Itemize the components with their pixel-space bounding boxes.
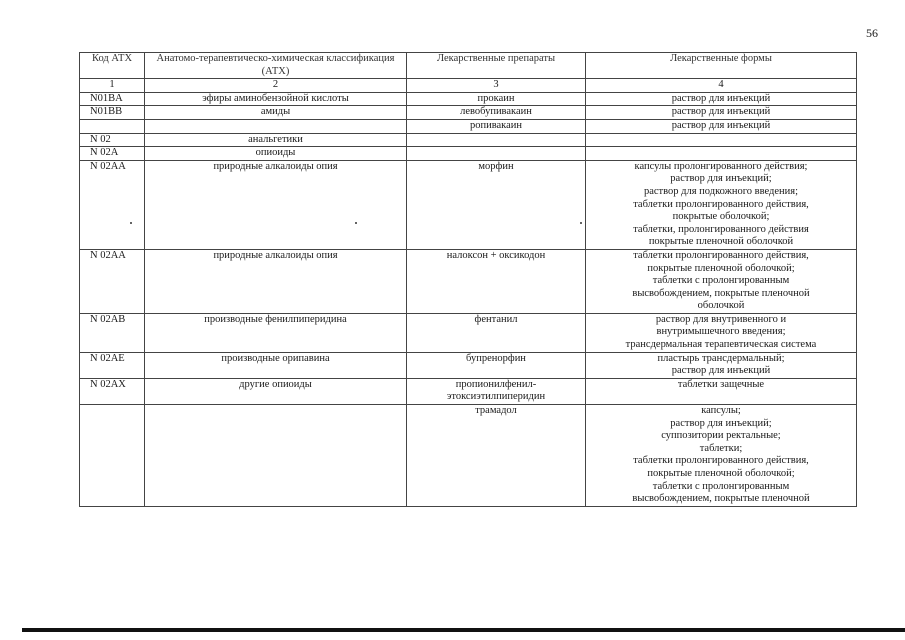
cell-line: пропионилфенил-: [455, 378, 537, 390]
atx-class-cell: производные фенилпиперидина: [145, 313, 407, 352]
cell-line: раствор для инъекций;: [670, 173, 772, 185]
column-number-3: 3: [407, 79, 586, 93]
atx-class-cell: амиды: [145, 106, 407, 120]
dosage-forms-cell: [586, 313, 857, 352]
drug-name-cell: прокаин: [407, 92, 586, 106]
header-atx-classification: Анатомо-терапевтическо-химическая классификация (АТХ): [145, 53, 407, 79]
atx-code-cell: N 02A: [80, 147, 145, 161]
atx-code-cell: [80, 119, 145, 133]
dosage-forms-cell: [586, 405, 857, 507]
column-number-1: 1: [80, 79, 145, 93]
drug-name-cell: [407, 133, 586, 147]
atx-code-cell: N 02AX: [80, 378, 145, 404]
dosage-forms-cell: [586, 352, 857, 378]
cell-line: суппозитории ректальные;: [661, 430, 781, 442]
cell-line: раствор для инъекций: [671, 365, 771, 377]
cell-line: внутримышечного введения;: [656, 326, 786, 338]
table-row: [80, 160, 857, 249]
dosage-forms-cell: [586, 147, 857, 161]
atx-class-cell: другие опиоиды: [145, 378, 407, 404]
cell-line: раствор для инъекций: [671, 119, 771, 131]
cell-line: оболочкой: [697, 300, 745, 312]
atx-drug-table: [79, 52, 857, 507]
cell-line: раствор для инъекций;: [670, 417, 772, 429]
dosage-forms-cell: [586, 249, 857, 313]
table-row: [80, 133, 857, 147]
cell-line: раствор для подкожного введения;: [643, 185, 799, 197]
atx-code-cell: N 02AA: [80, 249, 145, 313]
cell-line: таблетки;: [699, 442, 743, 454]
cell-line: таблетки, пролонгированного действия: [633, 223, 809, 235]
cell-line: раствор для инъекций: [671, 106, 771, 118]
dosage-forms-cell: [586, 119, 857, 133]
drug-name-cell: левобупивакаин: [407, 106, 586, 120]
cell-line: раствор для внутривенного и: [655, 313, 787, 325]
cell-line: пластырь трансдермальный;: [657, 352, 785, 364]
column-number-4: 4: [586, 79, 857, 93]
column-number-row: [80, 79, 857, 93]
cell-line: покрытые пленочной оболочкой;: [647, 262, 795, 274]
atx-class-cell: производные орипавина: [145, 352, 407, 378]
atx-class-cell: эфиры аминобензойной кислоты: [145, 92, 407, 106]
cell-line: капсулы пролонгированного действия;: [634, 160, 808, 172]
table-row: [80, 405, 857, 507]
cell-line: покрытые пленочной оболочкой;: [647, 468, 795, 479]
scan-speck: [580, 222, 582, 224]
dosage-forms-cell: [586, 133, 857, 147]
table-row: [80, 352, 857, 378]
dosage-forms-cell: [586, 92, 857, 106]
table-row: [80, 249, 857, 313]
table-row: [80, 92, 857, 106]
atx-code-cell: [80, 405, 145, 507]
dosage-forms-cell: [586, 160, 857, 249]
scan-speck: [355, 222, 357, 224]
atx-class-cell: опиоиды: [145, 147, 407, 161]
atx-class-cell: природные алкалоиды опия: [145, 249, 407, 313]
table-row: [80, 119, 857, 133]
drug-name-cell: ропивакаин: [407, 119, 586, 133]
cell-line: высвобождением, покрытые пленочной: [632, 493, 810, 505]
cell-line: таблетки пролонгированного действия,: [633, 249, 809, 261]
atx-code-cell: N01BA: [80, 92, 145, 106]
table-row: [80, 147, 857, 161]
cell-line: таблетки с пролонгированным: [652, 275, 790, 287]
cell-line: этоксиэтилпиперидин: [446, 391, 546, 403]
atx-code-cell: N 02AA: [80, 160, 145, 249]
drug-name-cell: [407, 378, 586, 404]
table-row: [80, 106, 857, 120]
atx-class-cell: [145, 119, 407, 133]
drug-name-cell: бупренорфин: [407, 352, 586, 378]
page-number: 56: [866, 26, 878, 40]
cell-line: раствор для инъекций: [671, 92, 771, 104]
atx-class-cell: [145, 405, 407, 507]
cell-line: высвобождением, покрытые пленочной: [632, 287, 810, 299]
dosage-forms-cell: [586, 378, 857, 404]
cell-line: покрытые пленочной оболочкой: [648, 236, 794, 248]
cell-line: таблетки с пролонгированным: [652, 480, 790, 492]
atx-code-cell: N 02: [80, 133, 145, 147]
atx-code-cell: N01BB: [80, 106, 145, 120]
cell-line: таблетки пролонгированного действия,: [633, 198, 809, 210]
cell-line: трансдермальная терапевтическая система: [625, 339, 817, 351]
scan-speck: [130, 222, 132, 224]
drug-name-cell: [407, 147, 586, 161]
drug-name-cell: морфин: [407, 160, 586, 249]
cell-line: таблетки защечные: [677, 378, 765, 390]
scan-bottom-edge: [22, 628, 905, 632]
cell-line: таблетки пролонгированного действия,: [633, 455, 809, 467]
atx-class-cell: анальгетики: [145, 133, 407, 147]
header-dosage-forms: Лекарственные формы: [586, 53, 857, 79]
header-atx-code: Код АТХ: [80, 53, 145, 79]
cell-line: капсулы;: [701, 405, 741, 417]
table-row: [80, 313, 857, 352]
cell-line: покрытые оболочкой;: [672, 211, 770, 223]
atx-class-cell: природные алкалоиды опия: [145, 160, 407, 249]
table-row: [80, 378, 857, 404]
drug-name-cell: фентанил: [407, 313, 586, 352]
table-header-row: [80, 53, 857, 79]
atx-code-cell: N 02AB: [80, 313, 145, 352]
column-number-2: 2: [145, 79, 407, 93]
drug-name-cell: налоксон + оксикодон: [407, 249, 586, 313]
drug-name-cell: трамадол: [407, 405, 586, 507]
dosage-forms-cell: [586, 106, 857, 120]
atx-code-cell: N 02AE: [80, 352, 145, 378]
header-drugs: Лекарственные препараты: [407, 53, 586, 79]
